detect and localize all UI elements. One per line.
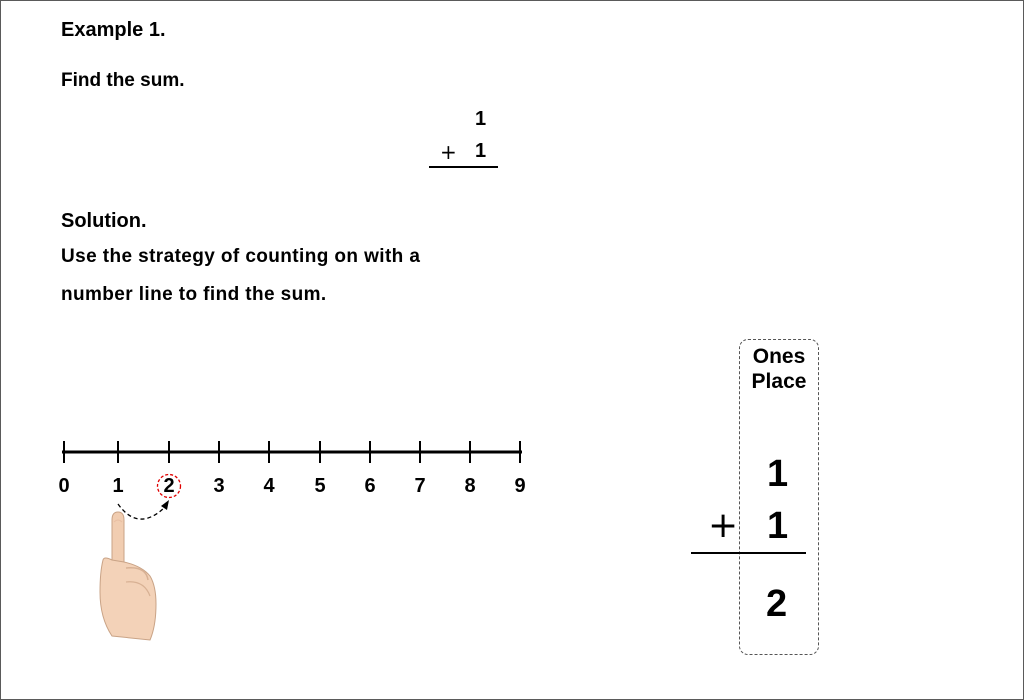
number-line-label: 3	[213, 475, 225, 497]
ones-header-line-1: Ones	[752, 345, 806, 368]
instruction-text: Find the sum.	[61, 70, 185, 91]
number-line-label: 6	[364, 475, 376, 497]
solution-text-line-1: Use the strategy of counting on with a	[61, 246, 421, 267]
number-line-label: 8	[464, 475, 476, 497]
solution-text-line-2: number line to find the sum.	[61, 284, 327, 305]
number-line-label: 9	[514, 475, 526, 497]
arrowhead-icon	[161, 500, 169, 510]
number-line-label: 2	[163, 475, 175, 497]
column-sum-result: 2	[766, 583, 788, 625]
count-on-jump-arrow	[118, 504, 164, 519]
ones-header-line-2: Place	[751, 370, 807, 393]
ones-place-header	[739, 344, 819, 394]
number-line-label: 4	[263, 475, 275, 497]
problem-plus-sign: +	[440, 140, 457, 164]
column-addend-top: 1	[767, 453, 789, 495]
solution-heading: Solution.	[61, 210, 147, 232]
number-line-label: 1	[112, 475, 124, 497]
number-line-label: 0	[58, 475, 70, 497]
example-heading: Example 1.	[61, 19, 166, 41]
number-line-label: 7	[414, 475, 426, 497]
column-plus-sign: +	[708, 505, 739, 546]
column-addend-bottom: 1	[767, 505, 789, 547]
pointing-hand-icon	[100, 512, 156, 640]
problem-addend-top: 1	[475, 108, 487, 130]
problem-addend-bottom: 1	[475, 140, 487, 162]
number-line-label: 5	[314, 475, 326, 497]
column-sum-line	[691, 552, 806, 554]
